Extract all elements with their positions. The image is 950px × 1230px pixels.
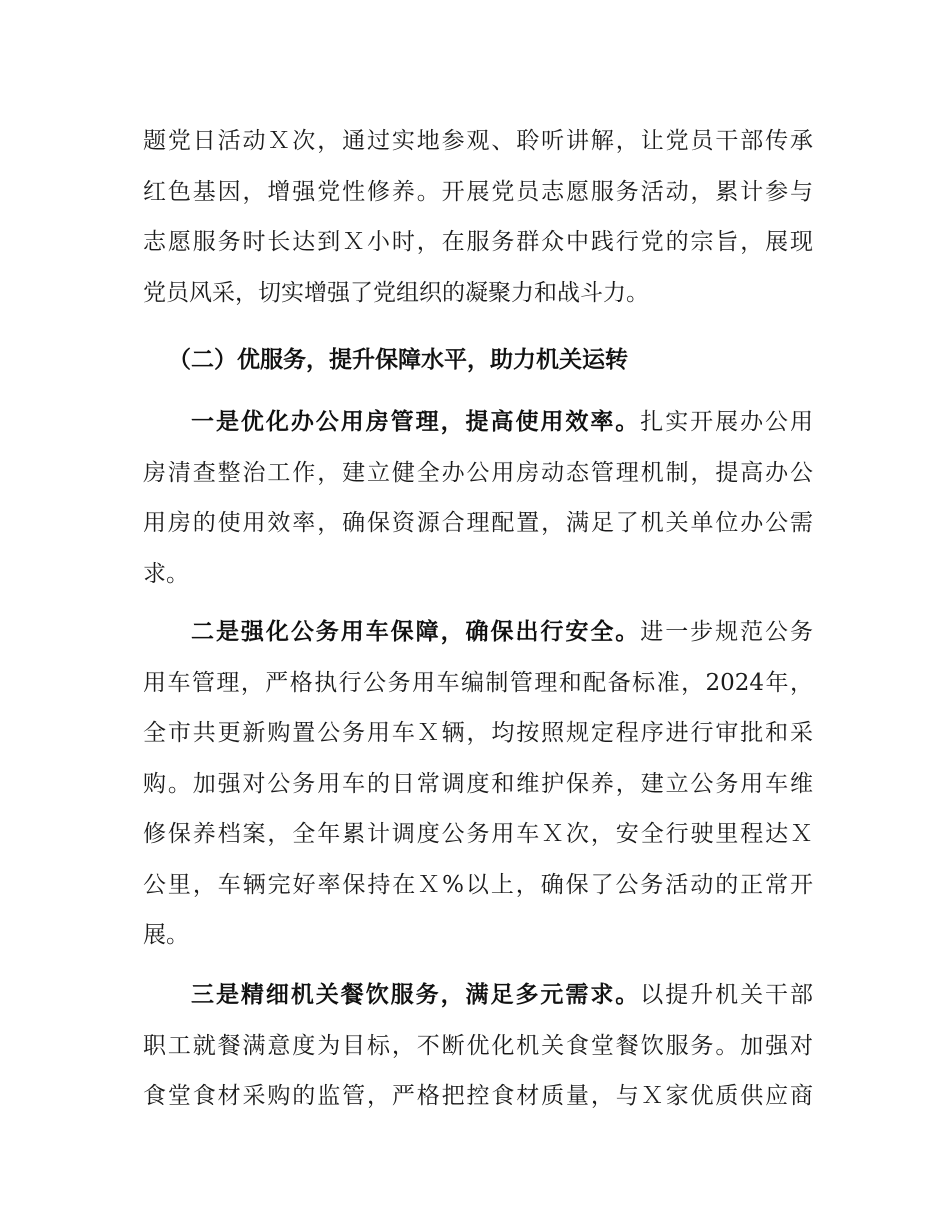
paragraph-party-activities: [143, 116, 813, 318]
text-line: 职工就餐满意度为目标，不断优化机关食堂餐饮服务。加强对: [143, 1032, 813, 1059]
text-line: 求。: [143, 560, 189, 587]
text-line: 用房的使用效率，确保资源合理配置，满足了机关单位办公需: [143, 510, 813, 536]
paragraph-official-vehicles: [143, 607, 813, 961]
text-line-first: [143, 397, 813, 448]
text-line: 用车管理，严格执行公务用车编制管理和配备标准，2024年，: [143, 669, 813, 696]
text-line-first: [143, 607, 813, 658]
text-line: 题党日活动Ｘ次，通过实地参观、聆听讲解，让党员干部传承: [143, 128, 813, 154]
paragraph-lead-rest: 进一步规范公务: [640, 619, 814, 645]
text-line: 修保养档案，全年累计调度公务用车Ｘ次，安全行驶里程达Ｘ: [143, 821, 813, 847]
text-line: 公里，车辆完好率保持在Ｘ%以上，确保了公务活动的正常开: [143, 871, 813, 898]
paragraph-office-housing: [143, 397, 813, 599]
text-line: 红色基因，增强党性修养。开展党员志愿服务活动，累计参与: [143, 178, 813, 205]
paragraph-lead-rest: 扎实开展办公用: [640, 409, 814, 435]
text-line: 党员风采，切实增强了党组织的凝聚力和战斗力。: [143, 279, 649, 306]
paragraph-lead-rest: 以提升机关干部: [640, 982, 814, 1008]
section-heading: （二）优服务，提升保障水平，助力机关运转: [168, 347, 628, 373]
paragraph-lead: 三是精细机关餐饮服务，满足多元需求。: [191, 982, 641, 1008]
paragraph-lead: 一是优化办公用房管理，提高使用效率。: [191, 409, 641, 435]
text-line: 购。加强对公务用车的日常调度和维护保养，建立公务用车维: [143, 770, 813, 797]
text-line-first: [143, 970, 813, 1021]
text-line: 展。: [143, 922, 189, 948]
text-line: 全市共更新购置公务用车Ｘ辆，均按照规定程序进行审批和采: [143, 720, 813, 746]
text-line: 房清查整治工作，建立健全办公用房动态管理机制，提高办公: [143, 459, 813, 486]
paragraph-catering-service: [143, 970, 813, 1122]
text-line: 食堂食材采购的监管，严格把控食材质量，与Ｘ家优质供应商: [143, 1083, 813, 1109]
text-line: 志愿服务时长达到Ｘ小时，在服务群众中践行党的宗旨，展现: [143, 229, 813, 255]
paragraph-lead: 二是强化公务用车保障，确保出行安全。: [191, 619, 641, 645]
